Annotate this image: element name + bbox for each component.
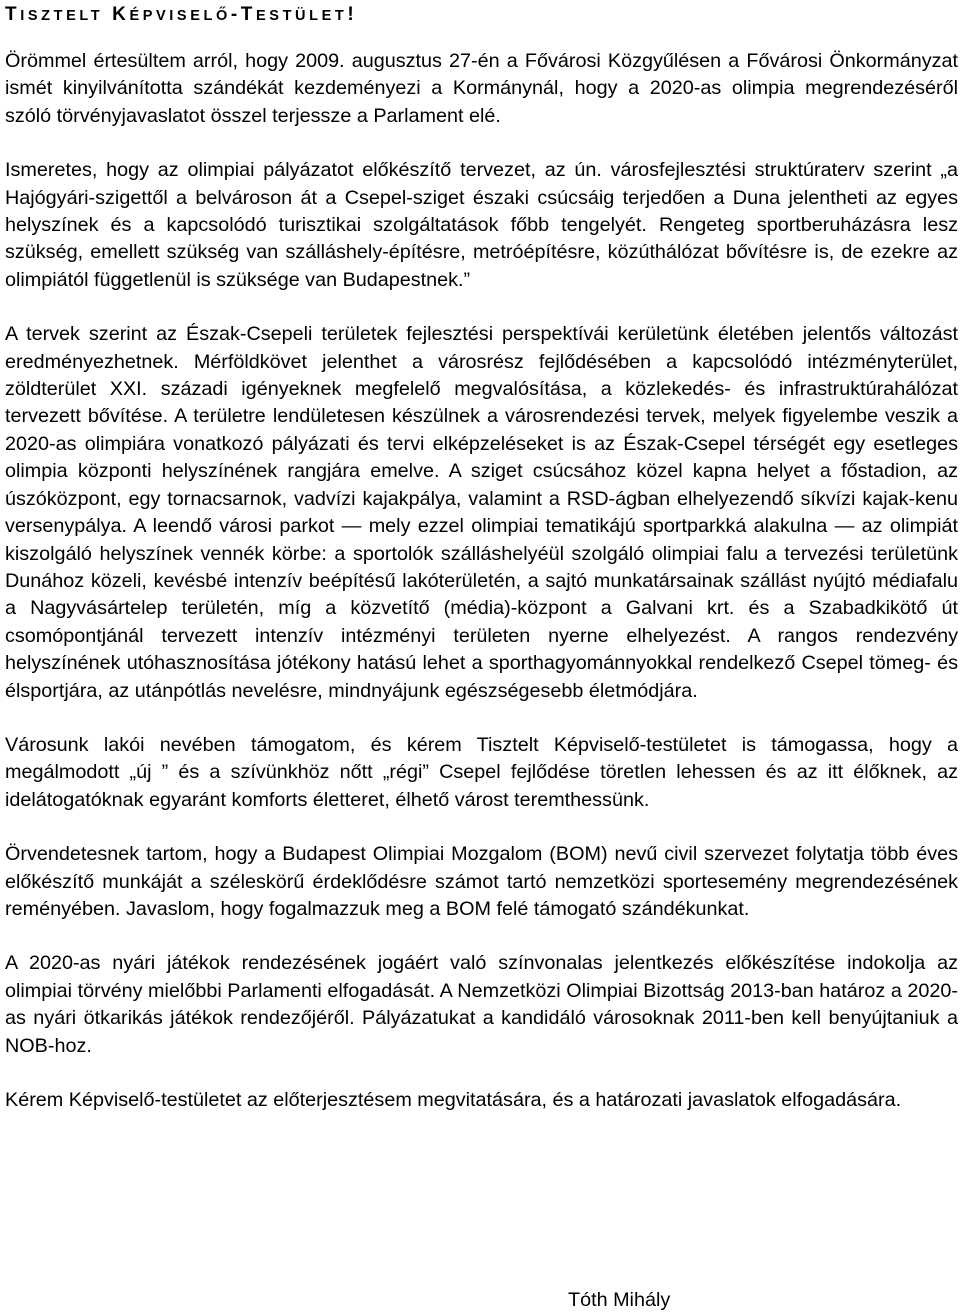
paragraph-2: Ismeretes, hogy az olimpiai pályázatot előkészítő tervezet, az ún. városfejlesztési struktúraterv szerint „a Hajógyári-szigettől a belvároson át a Csepel-sziget északi csúcsáig terjedően a Duna jelentheti az egyes helyszínek és a kapcsolódó turisztikai szolgáltatások főbb tengelyét. Rengeteg sportberuházásra lesz szükség, emellett szükség van szálláshely-építésre, metróépítésre, közúthálózat bővítésre is, de ezekre az olimpiától függetlenül is szüksége van Budapestnek.”	[5, 159, 958, 291]
paragraph-5: Örvendetesnek tartom, hogy a Budapest Olimpiai Mozgalom (BOM) nevű civil szervezet folytatja több éves előkészítő munkáját a széleskörű érdeklődésre számot tartó nemzetközi sportesemény megrendezésének reményében. Javaslom, hogy fogalmazzuk meg a BOM felé támogató szándékunkat.	[5, 843, 958, 920]
letter-page	[5, 0, 958, 1114]
signature-name: Tóth Mihály	[568, 1289, 671, 1311]
letter-salutation: TISZTELT KÉPVISELŐ-TESTÜLET!	[5, 4, 358, 25]
paragraph-3: A tervek szerint az Észak-Csepeli területek fejlesztési perspektívái kerületünk életében jelentős változást eredményezhetnek. Mérföldkövet jelenthet a városrész fejlődésében a kapcsolódó intézményterület, zöldterület XXI. századi igényeknek megfelelő megvalósítása, a közlekedés- és infrastruktúrahálózat tervezett bővítése. A területre lendületesen készülnek a városrendezési tervek, melyek figyelembe veszik a 2020-as olimpiára vonatkozó pályázati és tervi elképzeléseket is az Észak-Csepel térségét egy esetleges olimpia központi helyszínének rangjára emelve. A sziget csúcsához közel kapna helyet a főstadion, az úszóközpont, egy tornacsarnok, vadvízi kajakpálya, valamint a RSD-ágban elhelyezendő síkvízi kajak-kenu versenypálya. A leendő városi parkot — mely ezzel olimpiai tematikájú sportparkká alakulna — az olimpiát kiszolgáló helyszínek vennék körbe: a sportolók szálláshelyéül szolgáló olimpiai falu a tervezési területünk Dunához közeli, kevésbé intenzív beépítésű lakóterületén, a sajtó munkatársainak szállást nyújtó médiafalu a Nagyvásártelep területén, míg a közvetítő (média)-központ a Galvani krt. és a Szabadkikötő út csomópontjánál tervezett intenzív intézményi területen nyerne elhelyezést. A rangos rendezvény helyszínének utóhasznosítása jótékony hatású lehet a sporthagyománnyokkal rendelkező Csepel tömeg- és élsportjára, az utánpótlás nevelésre, mindnyájunk egészségesebb életmódjára.	[5, 323, 958, 702]
paragraph-6: A 2020-as nyári játékok rendezésének jogáért való színvonalas jelentkezés előkészítése indokolja az olimpiai törvény mielőbbi Parlamenti elfogadását. A Nemzetközi Olimpiai Bizottság 2013-ban határoz a 2020-as nyári ötkarikás játékok rendezőjéről. Pályázatukat a kandidáló városoknak 2011-ben kell benyújtaniuk a NOB-hoz.	[5, 952, 958, 1057]
paragraph-7: Kérem Képviselő-testületet az előterjesztésem megvitatására, és a határozati javaslatok elfogadására.	[5, 1089, 902, 1111]
paragraph-1: Örömmel értesültem arról, hogy 2009. augusztus 27-én a Fővárosi Közgyűlésen a Fővárosi Önkormányzat ismét kinyilvánította szándékát kezdeményezi a Kormánynál, hogy a 2020-as olimpia megrendezéséről szóló törvényjavaslatot összel terjessze a Parlament elé.	[5, 50, 958, 127]
paragraph-4: Városunk lakói nevében támogatom, és kérem Tisztelt Képviselő-testületet is támogassa, hogy a megálmodott „új ” és a szívünkhöz nőtt „régi” Csepel fejlődése töretlen lehessen és az itt élőknek, az idelátogatóknak egyaránt komforts életteret, élhető várost teremthessünk.	[5, 733, 958, 811]
